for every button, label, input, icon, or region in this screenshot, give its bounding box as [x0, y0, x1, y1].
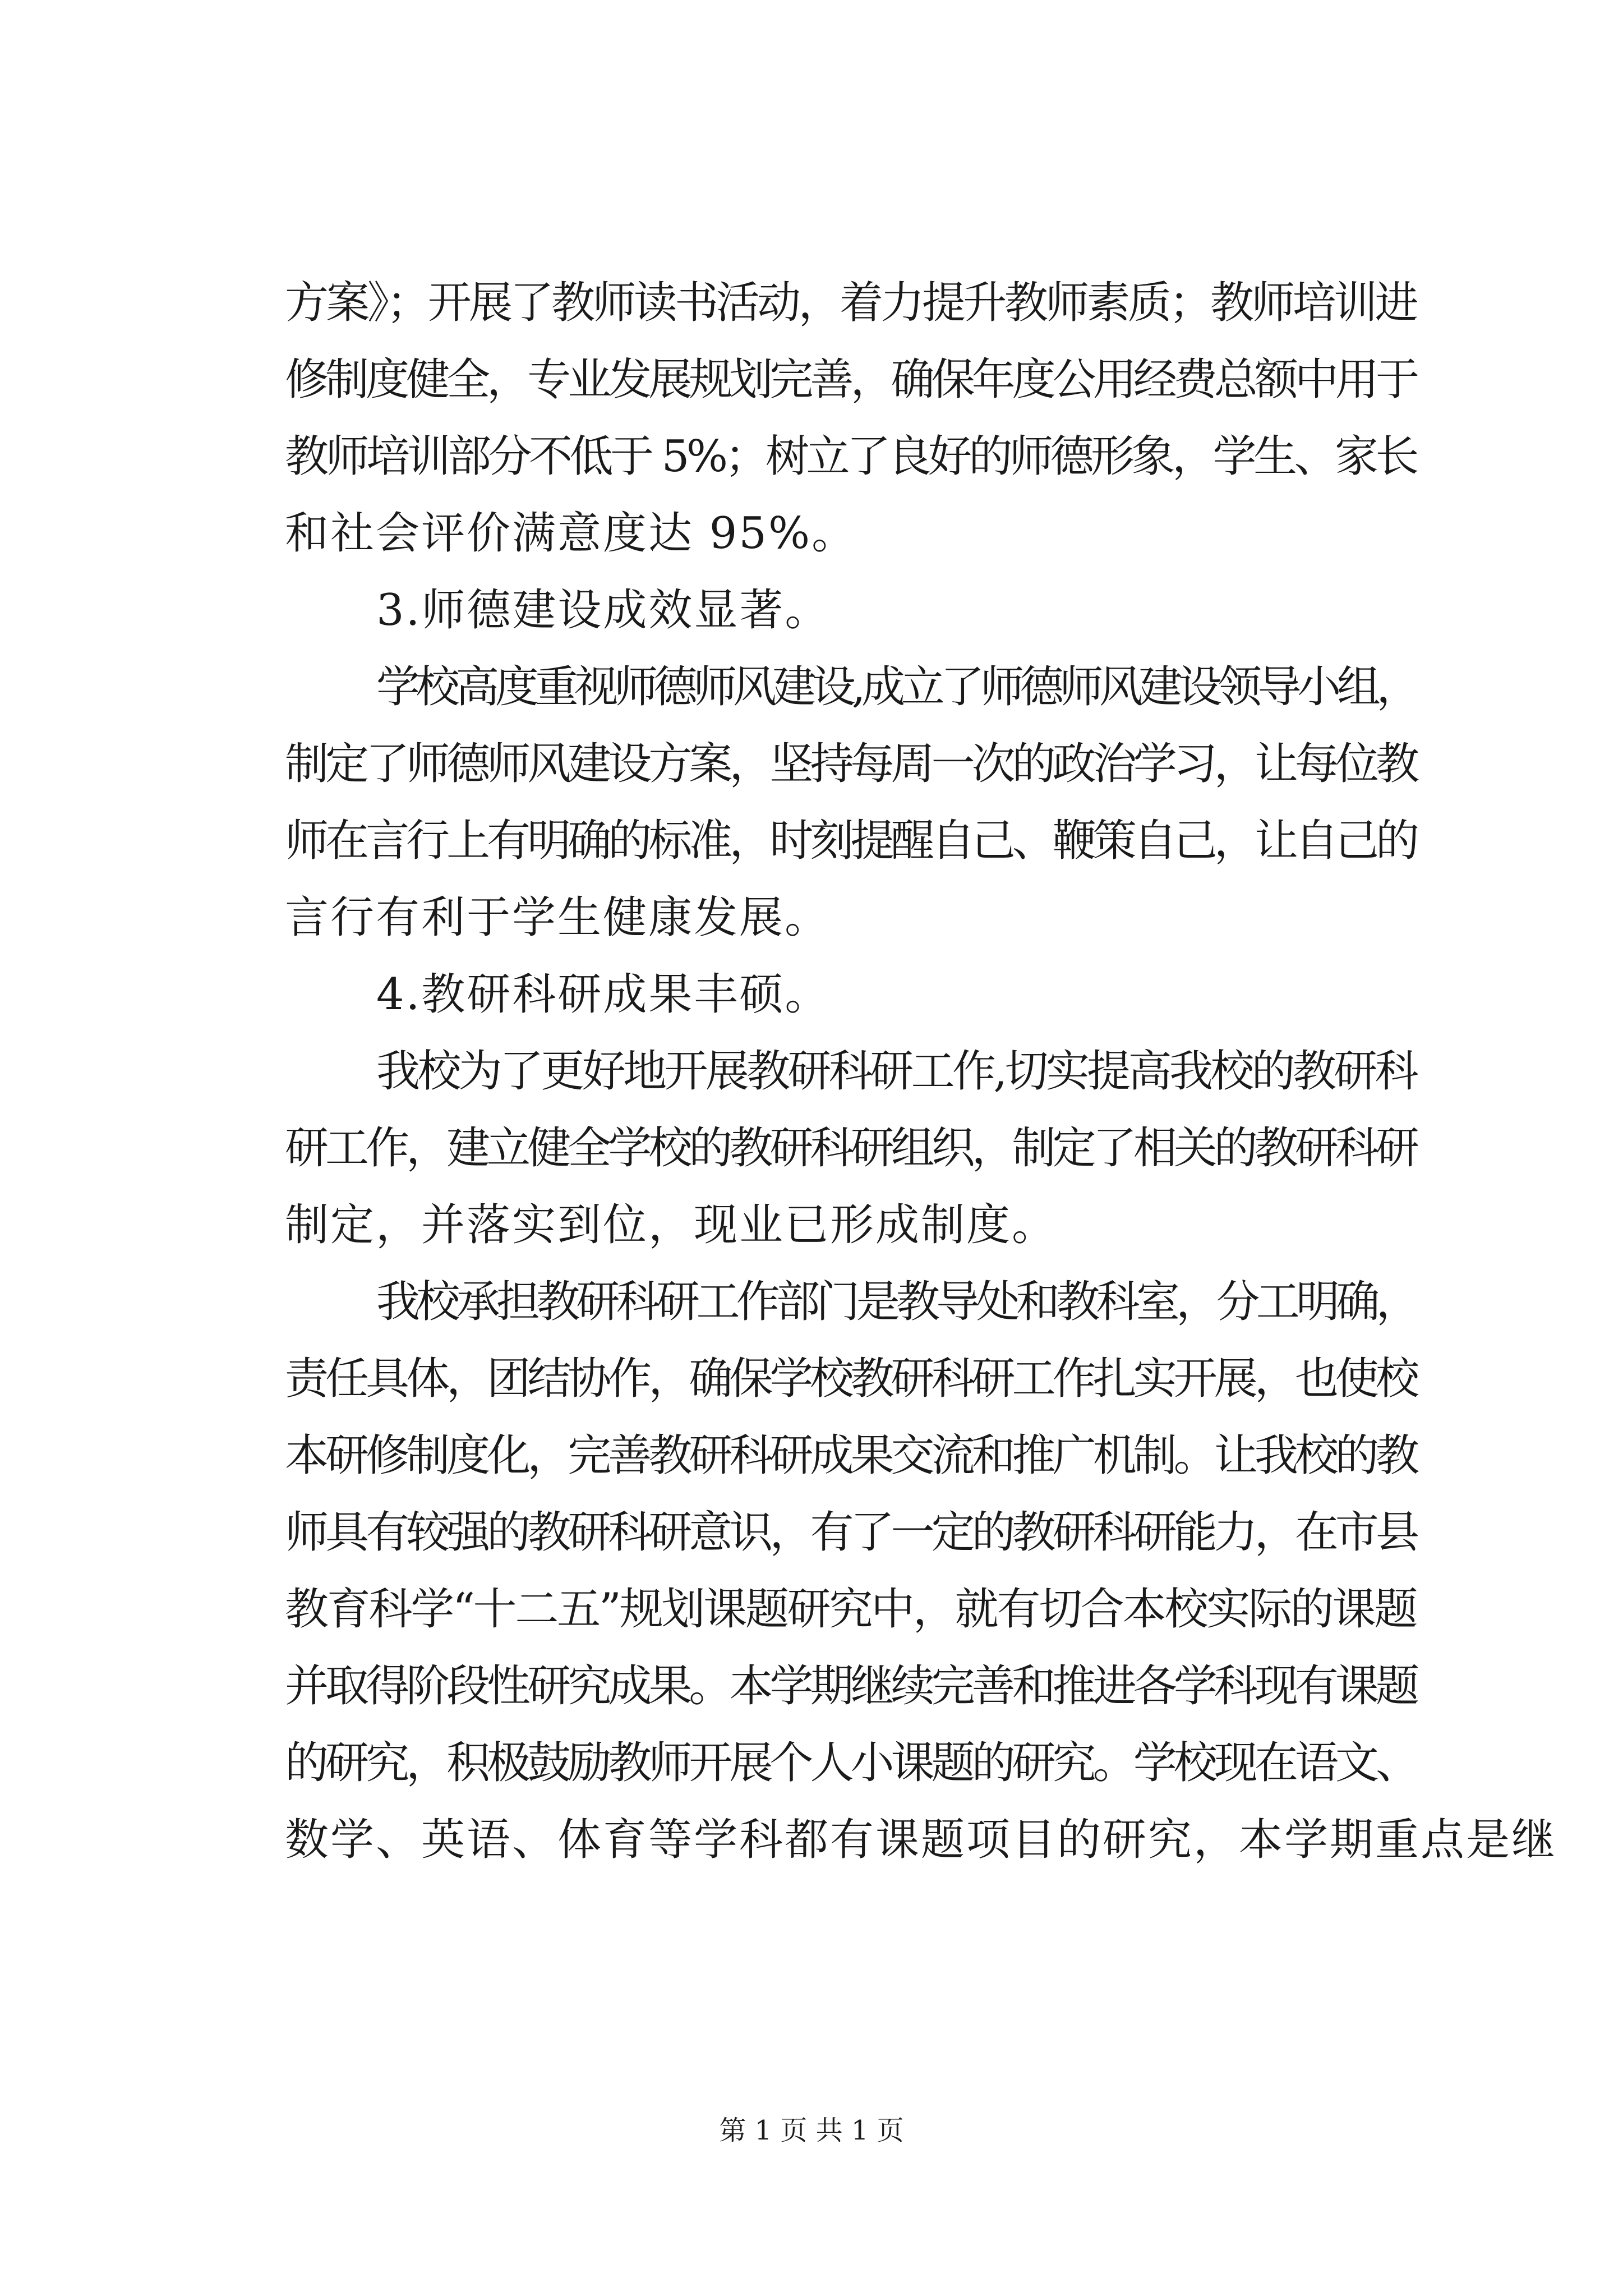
text-line: 并取得阶段性研究成果。本学期继续完善和推进各学科现有课题	[285, 1661, 1416, 1711]
page-number-footer: 第 1 页 共 1 页	[719, 2115, 904, 2146]
text-line: 方案》；开展了教师读书活动，着力提升教师素质；教师培训进	[285, 278, 1416, 328]
text-line: 本研修制度化，完善教研科研成果交流和推广机制。让我校的教	[285, 1430, 1416, 1481]
text-line: 师在言行上有明确的标准，时刻提醒自己、鞭策自己，让自己的	[285, 816, 1416, 866]
text-line: 修制度健全，专业发展规划完善，确保年度公用经费总额中用于	[285, 355, 1416, 405]
text-line: 制定了师德师风建设方案，坚持每周一次的政治学习，让每位教	[285, 739, 1416, 789]
paragraph-first-line: 我校为了更好地开展教研科研工作,切实提高我校的教研科	[376, 1046, 1416, 1097]
text-line: 教育科学“十二五”规划课题研究中，就有切合本校实际的课题	[285, 1584, 1416, 1635]
text-line: 和社会评价满意度达 95%。	[285, 508, 857, 559]
text-line: 制定，并落实到位，现业已形成制度。	[285, 1200, 1058, 1250]
text-line: 数学、英语、体育等学科都有课题项目的研究，本学期重点是继	[285, 1815, 1557, 1865]
text-line: 研工作，建立健全学校的教研科研组织，制定了相关的教研科研	[285, 1123, 1416, 1174]
paragraph-first-line: 我校承担教研科研工作部门是教导处和教科室，分工明确，	[376, 1277, 1416, 1327]
text-line: 教师培训部分不低于 5%；树立了良好的师德形象，学生、家长	[285, 431, 1416, 482]
text-line: 师具有较强的教研科研意识，有了一定的教研科研能力，在市县	[285, 1507, 1416, 1558]
text-line: 责任具体，团结协作，确保学校教研科研工作扎实开展，也使校	[285, 1354, 1416, 1404]
text-line: 的研究，积极鼓励教师开展个人小课题的研究。学校现在语文、	[285, 1738, 1416, 1788]
text-line: 言行有利于学生健康发展。	[285, 892, 831, 943]
paragraph-first-line: 学校高度重视师德师风建设,成立了师德师风建设领导小组，	[376, 662, 1416, 712]
section-heading: 4.教研科研成果丰硕。	[376, 969, 831, 1020]
section-heading: 3.师德建设成效显著。	[376, 585, 831, 636]
